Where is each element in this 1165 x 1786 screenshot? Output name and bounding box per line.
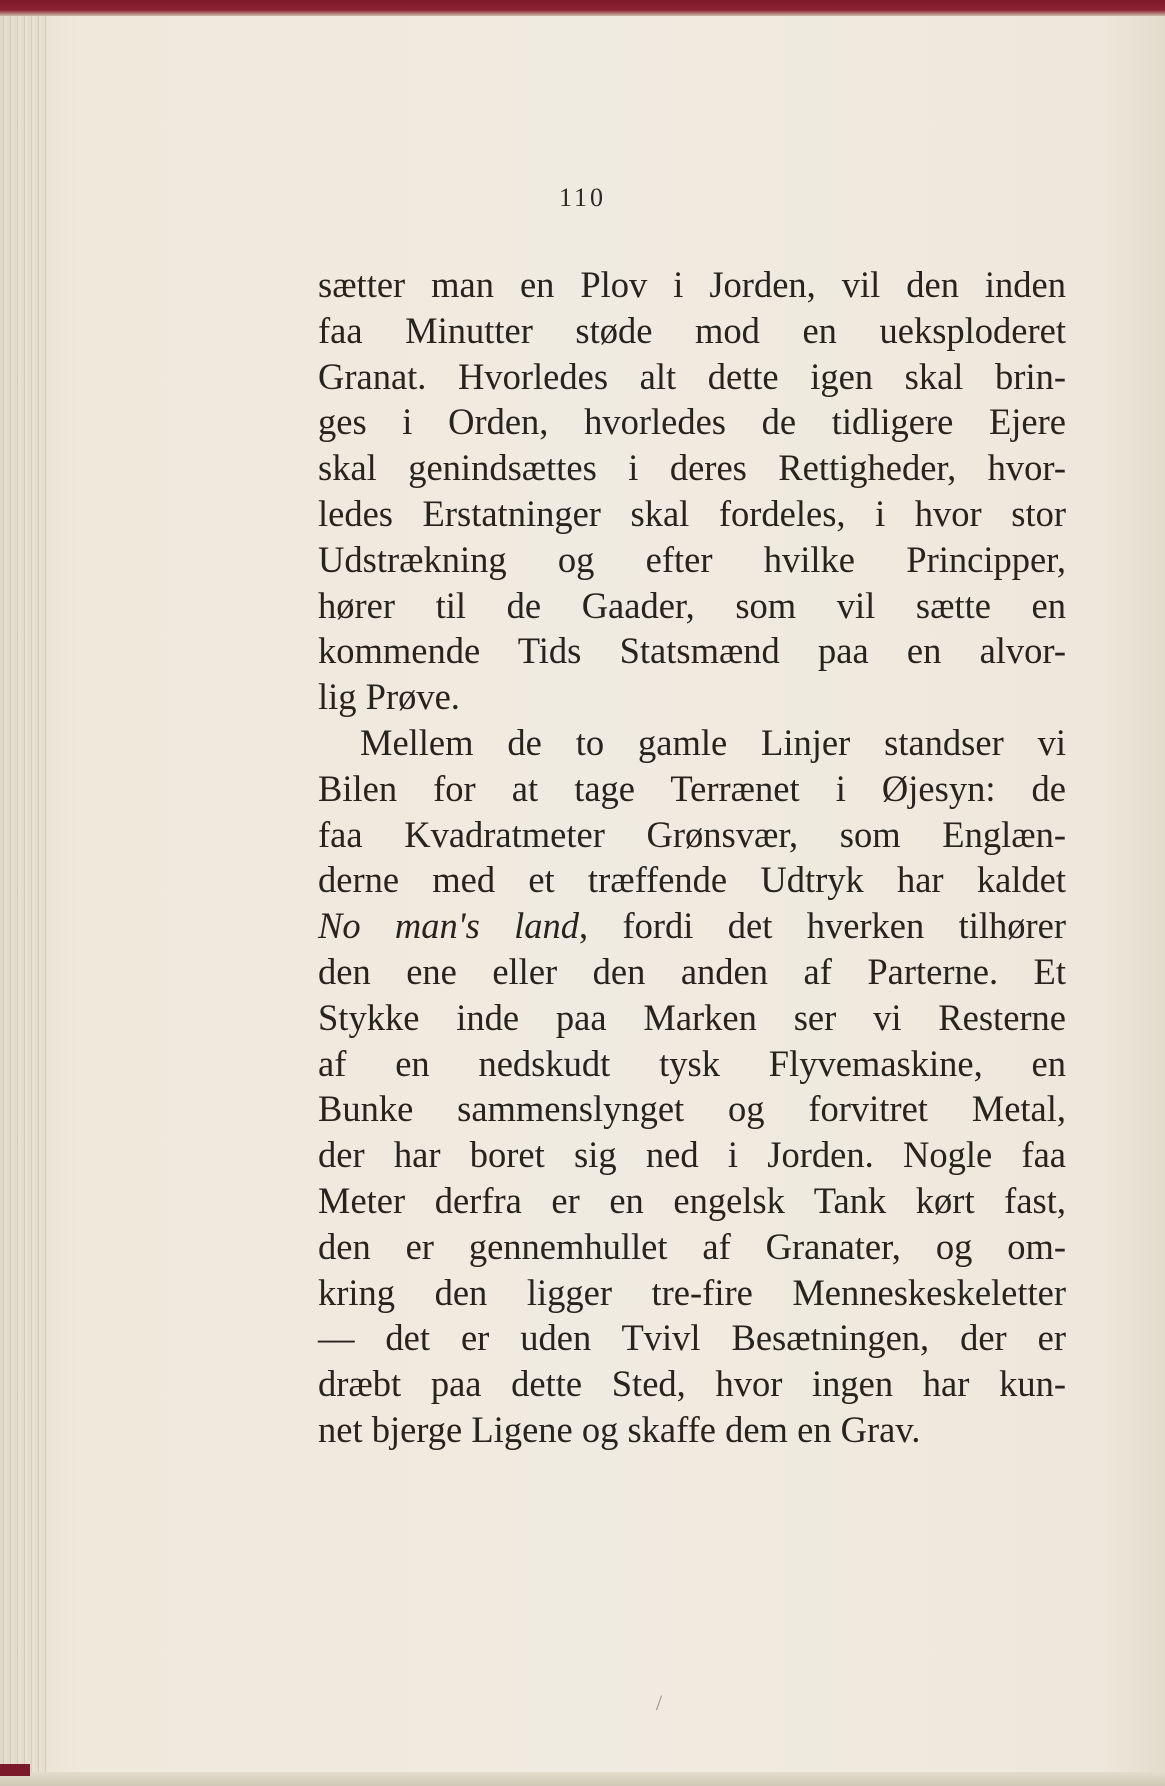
text-line: ges i Orden, hvorledes de tidligere Ejere (318, 401, 1066, 443)
text-line: Meter derfra er en engelsk Tank kørt fast, (318, 1179, 1066, 1221)
text-line: Bilen for at tage Terrænet i Øjesyn: de (318, 767, 1066, 809)
text-line: skal genindsættes i deres Rettigheder, hvor- (318, 447, 1066, 489)
text-line: der har boret sig ned i Jorden. Nogle faa (318, 1134, 1066, 1176)
text-line: Mellem de to gamle Linjer standser vi (360, 721, 1066, 763)
line-remainder: , fordi det hverken tilhører (579, 905, 1067, 947)
text-line: net bjerge Ligene og skaffe dem en Grav. (318, 1408, 921, 1450)
text-line: hører til de Gaader, som vil sætte en (318, 584, 1066, 626)
text-line: kring den ligger tre-fire Menneskeskeletter (318, 1271, 1066, 1313)
text-line: Bunke sammenslynget og forvitret Metal, (318, 1088, 1066, 1130)
text-line: lig Prøve. (318, 676, 460, 718)
body-text (318, 262, 1066, 1453)
text-line: derne med et træffende Udtryk har kaldet (318, 859, 1066, 901)
italic-phrase: No man's land (318, 905, 580, 947)
text-line: sætter man en Plov i Jorden, vil den inden (318, 264, 1066, 305)
text-line: Granat. Hvorledes alt dette igen skal brin- (318, 355, 1066, 397)
text-line: dræbt paa dette Sted, hvor ingen har kun- (318, 1363, 1066, 1405)
page-number: 110 (558, 183, 607, 212)
page-top-edge (0, 0, 1165, 16)
text-line: ledes Erstatninger skal fordeles, i hvor stor (318, 492, 1066, 534)
text-line: kommende Tids Statsmænd paa en alvor- (318, 630, 1066, 672)
binding-corner (0, 1764, 30, 1776)
text-line: Stykke inde paa Marken ser vi Resterne (318, 996, 1066, 1038)
text-line: faa Kvadratmeter Grønsvær, som Englæn- (318, 813, 1066, 855)
page-bottom-edge (0, 1772, 1165, 1786)
text-line: — det er uden Tvivl Besætningen, der er (318, 1317, 1066, 1359)
text-line: den ene eller den anden af Parterne. Et (318, 950, 1066, 992)
text-line: Udstrækning og efter hvilke Principper, (318, 538, 1066, 580)
text-line: faa Minutter støde mod en ueksploderet (318, 309, 1066, 351)
book-page-edges (0, 16, 48, 1786)
text-line: af en nedskudt tysk Flyvemaskine, en (318, 1042, 1066, 1084)
text-line: den er gennemhullet af Granater, og om- (318, 1225, 1066, 1267)
stray-pencil-mark: / (656, 1690, 663, 1715)
text-line-mixed (318, 903, 1066, 949)
